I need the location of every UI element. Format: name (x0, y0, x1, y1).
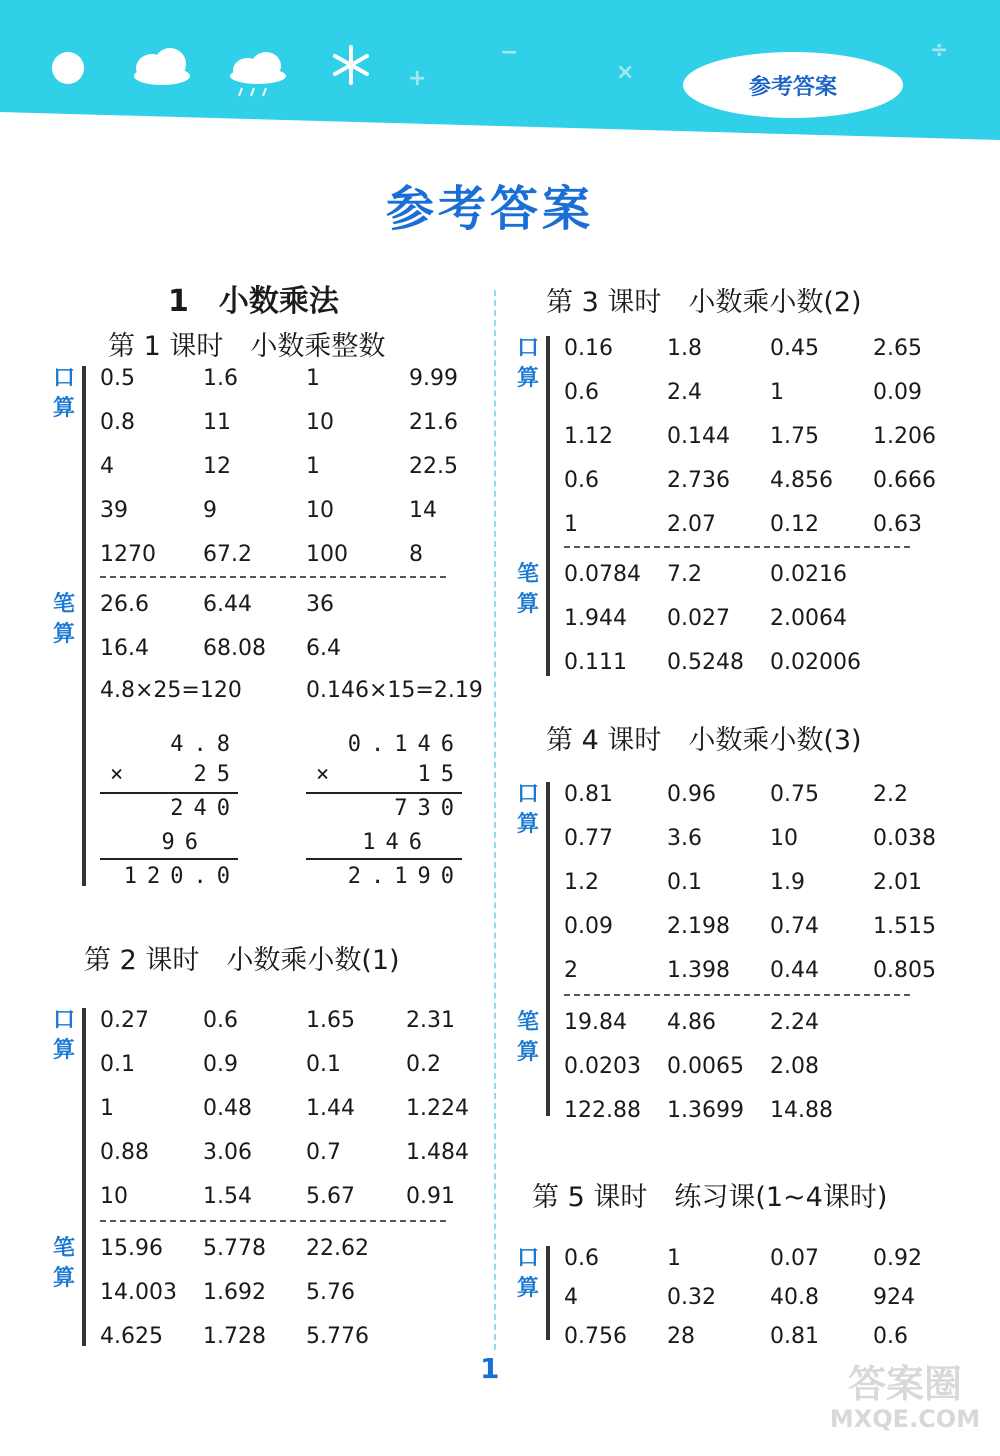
answer-cell: 0.81 (770, 1324, 819, 1349)
lesson-2-title: 第 2 课时 小数乘小数(1) (84, 945, 400, 976)
answer-cell: 1 (564, 512, 578, 537)
header-badge: 参考答案 (683, 52, 903, 118)
answer-cell: 0.0065 (667, 1054, 744, 1079)
answer-cell: 0.02006 (770, 650, 861, 675)
vertical-multiplication-2 (306, 732, 464, 892)
answer-cell: 68.08 (203, 636, 266, 661)
answer-cell: 1 (306, 454, 320, 479)
answer-cell: 0.6 (203, 1008, 238, 1033)
answer-cell: 2.08 (770, 1054, 819, 1079)
rule-line (306, 858, 462, 860)
answer-cell: 0.32 (667, 1285, 716, 1310)
vertical-multiplication-1 (100, 732, 240, 892)
lesson-4-title: 第 4 课时 小数乘小数(3) (546, 725, 862, 756)
answer-cell: 0.81 (564, 782, 613, 807)
answer-cell: 0.45 (770, 336, 819, 361)
answer-cell: 1.398 (667, 958, 730, 983)
partial-product: 730 (394, 796, 464, 821)
lesson-3-bisuan-grid (564, 562, 964, 682)
column-divider (494, 290, 496, 1350)
answer-cell: 1.65 (306, 1008, 355, 1033)
answer-cell: 2.65 (873, 336, 922, 361)
answer-cell: 1.54 (203, 1184, 252, 1209)
equation: 0.146×15=2.19 (306, 678, 483, 703)
answer-cell: 3.06 (203, 1140, 252, 1165)
answer-cell: 3.6 (667, 826, 702, 851)
answer-cell: 4 (100, 454, 114, 479)
answer-cell: 9 (203, 498, 217, 523)
answer-cell: 0.5 (100, 366, 135, 391)
answer-cell: 0.1 (306, 1052, 341, 1077)
answer-cell: 0.666 (873, 468, 936, 493)
answer-cell: 14.88 (770, 1098, 833, 1123)
answer-cell: 0.09 (873, 380, 922, 405)
answer-cell: 2.198 (667, 914, 730, 939)
answer-cell: 16.4 (100, 636, 149, 661)
kousuan-label: 口 算 (52, 1008, 75, 1063)
answer-cell: 12 (203, 454, 231, 479)
section-bar (82, 1008, 86, 1346)
answer-cell: 1 (667, 1246, 681, 1271)
answer-cell: 0.0784 (564, 562, 641, 587)
lesson-5-title: 第 5 课时 练习课(1~4课时) (532, 1182, 888, 1213)
answer-cell: 9.99 (409, 366, 458, 391)
answer-cell: 10 (306, 498, 334, 523)
answer-cell: 1.484 (406, 1140, 469, 1165)
answer-cell: 67.2 (203, 542, 252, 567)
answer-cell: 0.63 (873, 512, 922, 537)
answer-cell: 1 (770, 380, 784, 405)
answer-cell: 8 (409, 542, 423, 567)
chapter-title: 1 小数乘法 (168, 284, 339, 319)
answer-cell: 6.4 (306, 636, 341, 661)
section-bar (546, 782, 550, 1116)
answer-cell: 2.4 (667, 380, 702, 405)
lesson-1-kousuan-grid (100, 366, 480, 566)
answer-cell: 14.003 (100, 1280, 177, 1305)
answer-cell: 0.6 (873, 1324, 908, 1349)
answer-cell: 1.44 (306, 1096, 355, 1121)
answer-cell: 0.5248 (667, 650, 744, 675)
plus-symbol: + (408, 66, 427, 91)
answer-cell: 19.84 (564, 1010, 627, 1035)
answer-cell: 0.6 (564, 1246, 599, 1271)
answer-cell: 1.6 (203, 366, 238, 391)
lesson-1-bisuan-grid (100, 592, 480, 662)
times-sign: × (110, 762, 124, 787)
answer-cell: 2.736 (667, 468, 730, 493)
answer-cell: 2.24 (770, 1010, 819, 1035)
bisuan-label: 笔 算 (516, 1010, 539, 1065)
answer-cell: 0.805 (873, 958, 936, 983)
equation: 4.8×25=120 (100, 678, 242, 703)
minus-symbol: − (500, 40, 519, 65)
answer-cell: 1.692 (203, 1280, 266, 1305)
answer-cell: 0.7 (306, 1140, 341, 1165)
answer-cell: 0.91 (406, 1184, 455, 1209)
answer-cell: 0.07 (770, 1246, 819, 1271)
answer-cell: 1.728 (203, 1324, 266, 1349)
answer-cell: 2.01 (873, 870, 922, 895)
answer-cell: 4.86 (667, 1010, 716, 1035)
snowflake-icon (330, 44, 372, 86)
sun-icon (50, 50, 86, 86)
answer-cell: 0.0216 (770, 562, 847, 587)
partial-product: 240 (170, 796, 240, 821)
answer-cell: 0.96 (667, 782, 716, 807)
answer-cell: 1.9 (770, 870, 805, 895)
answer-cell: 100 (306, 542, 348, 567)
answer-cell: 0.09 (564, 914, 613, 939)
answer-cell: 1.224 (406, 1096, 469, 1121)
answer-cell: 2.31 (406, 1008, 455, 1033)
kousuan-label: 口 算 (516, 782, 539, 837)
multiplier: 25 (193, 762, 240, 787)
kousuan-label: 口 算 (52, 366, 75, 421)
page-title: 参考答案 (385, 181, 594, 237)
answer-cell: 0.8 (100, 410, 135, 435)
answer-cell: 22.62 (306, 1236, 369, 1261)
answer-cell: 11 (203, 410, 231, 435)
rule-line (100, 858, 238, 860)
multiplicand: 0.146 (347, 732, 464, 757)
answer-cell: 5.67 (306, 1184, 355, 1209)
answer-cell: 0.027 (667, 606, 730, 631)
answer-cell: 36 (306, 592, 334, 617)
answer-cell: 0.144 (667, 424, 730, 449)
answer-cell: 4.856 (770, 468, 833, 493)
answer-cell: 0.48 (203, 1096, 252, 1121)
section-bar (546, 1246, 550, 1340)
lesson-3-title: 第 3 课时 小数乘小数(2) (546, 287, 862, 318)
answer-cell: 6.44 (203, 592, 252, 617)
answer-cell: 14 (409, 498, 437, 523)
answer-cell: 1.12 (564, 424, 613, 449)
answer-cell: 1 (306, 366, 320, 391)
answer-cell: 2 (564, 958, 578, 983)
dashed-separator (564, 546, 910, 548)
dashed-separator (100, 576, 446, 578)
answer-cell: 1270 (100, 542, 156, 567)
answer-cell: 5.778 (203, 1236, 266, 1261)
answer-cell: 0.0203 (564, 1054, 641, 1079)
answer-cell: 10 (100, 1184, 128, 1209)
multiplier: 15 (417, 762, 464, 787)
answer-cell: 1.2 (564, 870, 599, 895)
answer-cell: 1.944 (564, 606, 627, 631)
answer-cell: 0.1 (100, 1052, 135, 1077)
answer-cell: 0.27 (100, 1008, 149, 1033)
answer-cell: 0.16 (564, 336, 613, 361)
answer-cell: 40.8 (770, 1285, 819, 1310)
answer-cell: 0.111 (564, 650, 627, 675)
bisuan-label: 笔 算 (52, 592, 75, 647)
watermark-logo: 答案圈 MXQE.COM (829, 1362, 981, 1433)
answer-cell: 7.2 (667, 562, 702, 587)
page-number: 1 (480, 1352, 500, 1385)
answer-cell: 21.6 (409, 410, 458, 435)
product: 120.0 (123, 864, 240, 889)
answer-cell: 0.2 (406, 1052, 441, 1077)
answer-cell: 0.77 (564, 826, 613, 851)
kousuan-label: 口 算 (516, 1246, 539, 1301)
answer-cell: 0.75 (770, 782, 819, 807)
answer-cell: 0.6 (564, 468, 599, 493)
answer-cell: 39 (100, 498, 128, 523)
rule-line (306, 792, 462, 794)
answer-cell: 5.776 (306, 1324, 369, 1349)
answer-cell: 0.12 (770, 512, 819, 537)
section-bar (82, 366, 86, 886)
lesson-1-title: 第 1 课时 小数乘整数 (108, 331, 386, 362)
bisuan-label: 笔 算 (52, 1236, 75, 1291)
times-sign: × (316, 762, 330, 787)
answer-cell: 1.75 (770, 424, 819, 449)
answer-cell: 0.756 (564, 1324, 627, 1349)
dashed-separator (564, 994, 910, 996)
answer-cell: 0.9 (203, 1052, 238, 1077)
lesson-4-kousuan-grid (564, 782, 964, 982)
lesson-3-kousuan-grid (564, 336, 964, 536)
answer-cell: 2.07 (667, 512, 716, 537)
answer-cell: 28 (667, 1324, 695, 1349)
times-symbol: × (616, 60, 635, 85)
answer-cell: 0.74 (770, 914, 819, 939)
bisuan-label: 笔 算 (516, 562, 539, 617)
lesson-2-kousuan-grid (100, 1008, 480, 1208)
answer-cell: 0.44 (770, 958, 819, 983)
answer-cell: 2.2 (873, 782, 908, 807)
answer-cell: 1.515 (873, 914, 936, 939)
answer-cell: 5.76 (306, 1280, 355, 1305)
lesson-2-bisuan-grid (100, 1236, 480, 1356)
answer-cell: 0.1 (667, 870, 702, 895)
answer-cell: 1 (100, 1096, 114, 1121)
answer-cell: 26.6 (100, 592, 149, 617)
dashed-separator (100, 1220, 446, 1222)
rule-line (100, 792, 238, 794)
answer-cell: 10 (770, 826, 798, 851)
answer-cell: 4 (564, 1285, 578, 1310)
answer-cell: 0.6 (564, 380, 599, 405)
answer-cell: 22.5 (409, 454, 458, 479)
partial-product: 96 (161, 830, 208, 855)
answer-cell: 0.038 (873, 826, 936, 851)
answer-cell: 1.8 (667, 336, 702, 361)
answer-cell: 2.0064 (770, 606, 847, 631)
multiplicand: 4.8 (170, 732, 240, 757)
answer-cell: 924 (873, 1285, 915, 1310)
answer-cell: 4.625 (100, 1324, 163, 1349)
lesson-4-bisuan-grid (564, 1010, 964, 1130)
rain-cloud-icon (226, 50, 290, 100)
answer-cell: 1.206 (873, 424, 936, 449)
answer-cell: 0.92 (873, 1246, 922, 1271)
kousuan-label: 口 算 (516, 336, 539, 391)
section-bar (546, 336, 550, 676)
answer-cell: 1.3699 (667, 1098, 744, 1123)
product: 2.190 (347, 864, 464, 889)
answer-cell: 0.88 (100, 1140, 149, 1165)
lesson-5-kousuan-grid (564, 1246, 964, 1356)
cloud-icon (130, 44, 194, 86)
answer-cell: 122.88 (564, 1098, 641, 1123)
partial-product: 146 (362, 830, 432, 855)
answer-cell: 15.96 (100, 1236, 163, 1261)
answer-cell: 10 (306, 410, 334, 435)
divide-symbol: ÷ (930, 38, 949, 63)
